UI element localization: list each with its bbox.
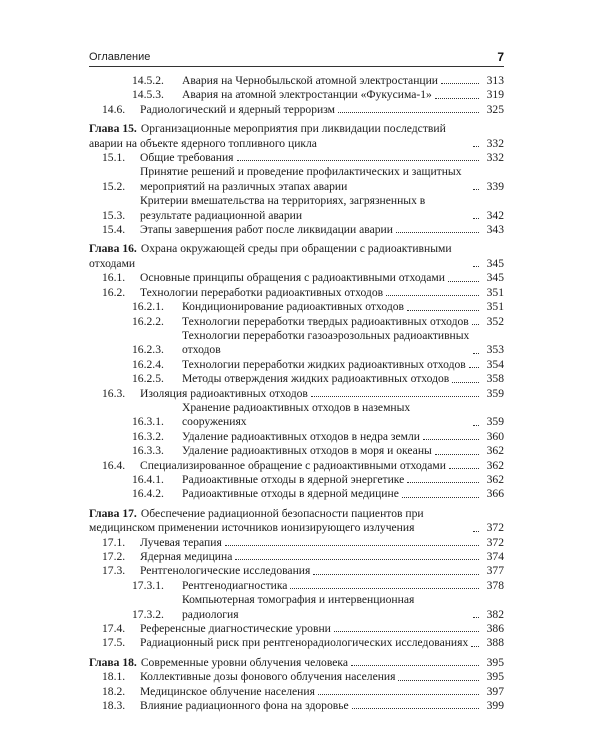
toc-entry[interactable] bbox=[89, 372, 504, 386]
dot-leader bbox=[473, 353, 479, 354]
toc-entry[interactable] bbox=[89, 636, 504, 650]
toc-entry-title: Современные уровни облучения человека bbox=[140, 655, 348, 669]
toc-entry-number: 15.1. bbox=[102, 151, 126, 165]
dot-leader bbox=[407, 482, 479, 483]
toc-entry[interactable] bbox=[89, 473, 504, 487]
dot-leader bbox=[334, 631, 479, 632]
toc-entry-page: 395 bbox=[486, 655, 504, 669]
toc-entry[interactable] bbox=[89, 122, 504, 151]
toc-entry-number: 18.1. bbox=[102, 670, 126, 684]
toc-entry-number: 16.4. bbox=[102, 458, 126, 472]
toc-entry-page: 332 bbox=[486, 151, 504, 165]
toc-entry[interactable] bbox=[89, 593, 504, 622]
toc-entry-page: 372 bbox=[486, 535, 504, 549]
table-of-contents bbox=[89, 74, 504, 713]
toc-entry[interactable] bbox=[89, 430, 504, 444]
toc-entry-title: Технологии переработки газоаэрозольных радиоактивных отходов bbox=[182, 328, 470, 357]
toc-entry-title: Коллективные дозы фонового облучения населения bbox=[140, 670, 396, 684]
toc-entry-title: Ядерная медицина bbox=[140, 550, 233, 563]
toc-entry[interactable] bbox=[89, 300, 504, 314]
toc-entry-title: Радиоактивные отходы в ядерной энергетике bbox=[182, 472, 405, 486]
dot-leader bbox=[225, 545, 479, 546]
toc-entry[interactable] bbox=[89, 242, 504, 271]
toc-entry-number: 16.2.5. bbox=[132, 372, 164, 386]
toc-entry[interactable] bbox=[89, 670, 504, 684]
toc-entry-title: Кондиционирование радиоактивных отходов bbox=[182, 300, 404, 314]
toc-entry-number: 16.3.2. bbox=[132, 429, 164, 443]
dot-leader bbox=[311, 396, 479, 397]
toc-entry[interactable] bbox=[89, 507, 504, 536]
toc-entry[interactable] bbox=[89, 459, 504, 473]
toc-entry[interactable] bbox=[89, 74, 504, 88]
toc-entry-page: 351 bbox=[486, 285, 504, 299]
dot-leader bbox=[435, 454, 479, 455]
dot-leader bbox=[386, 295, 479, 296]
toc-entry[interactable] bbox=[89, 550, 504, 564]
toc-entry-page: 362 bbox=[486, 458, 504, 472]
toc-entry[interactable] bbox=[89, 329, 504, 358]
toc-entry-page: 319 bbox=[486, 88, 504, 102]
toc-entry-number: Глава 18. bbox=[89, 655, 137, 669]
toc-entry[interactable] bbox=[89, 271, 504, 285]
toc-entry-number: 16.2.4. bbox=[132, 357, 164, 371]
toc-entry[interactable] bbox=[89, 223, 504, 237]
dot-leader bbox=[396, 232, 479, 233]
toc-entry-number: 18.2. bbox=[102, 684, 126, 698]
toc-entry-page: 339 bbox=[486, 179, 504, 193]
toc-entry-page: 399 bbox=[486, 699, 504, 713]
toc-entry[interactable] bbox=[89, 699, 504, 713]
toc-entry-title: Рентгенологические исследования bbox=[140, 564, 311, 578]
dot-leader bbox=[471, 646, 479, 647]
dot-leader bbox=[473, 531, 479, 532]
toc-entry-title: Технологии переработки жидких радиоактивных отходов bbox=[182, 357, 466, 371]
dot-leader bbox=[452, 382, 479, 383]
toc-entry-number: Глава 16. bbox=[89, 242, 137, 256]
dot-leader bbox=[473, 189, 479, 190]
toc-entry-title: Принятие решений и проведение профилактических и защитных мероприятий на различных этапах аварии bbox=[140, 165, 462, 193]
toc-entry-number: 17.2. bbox=[102, 550, 126, 563]
toc-entry[interactable] bbox=[89, 387, 504, 401]
toc-entry-page: 353 bbox=[486, 343, 504, 357]
toc-entry-number: 18.3. bbox=[102, 699, 126, 713]
toc-entry-number: 15.2. bbox=[102, 179, 126, 193]
dot-leader bbox=[469, 367, 479, 368]
toc-entry-number: 17.3.2. bbox=[132, 607, 164, 621]
toc-entry-title: Влияние радиационного фона на здоровье bbox=[140, 699, 349, 713]
toc-entry-page: 362 bbox=[486, 444, 504, 458]
toc-entry[interactable] bbox=[89, 622, 504, 636]
dot-leader bbox=[235, 559, 479, 560]
toc-entry[interactable] bbox=[89, 88, 504, 102]
toc-entry-title: Хранение радиоактивных отходов в наземных сооружениях bbox=[182, 400, 411, 429]
dot-leader bbox=[423, 439, 479, 440]
dot-leader bbox=[473, 266, 479, 267]
dot-leader bbox=[237, 160, 479, 161]
toc-entry[interactable] bbox=[89, 194, 504, 223]
toc-entry-page: 360 bbox=[486, 429, 504, 443]
toc-entry-page: 342 bbox=[486, 208, 504, 222]
toc-entry[interactable] bbox=[89, 151, 504, 165]
dot-leader bbox=[318, 694, 479, 695]
dot-leader bbox=[402, 497, 479, 498]
toc-entry-title: Обеспечение радиационной безопасности пациентов при медицинском применении источников ионизирующего излучения bbox=[89, 506, 424, 535]
toc-entry-number: 16.3.3. bbox=[132, 444, 164, 458]
toc-entry-title: Удаление радиоактивных отходов в моря и океаны bbox=[182, 444, 432, 458]
toc-entry-title: Этапы завершения работ после ликвидации аварии bbox=[140, 223, 393, 237]
section-title: Оглавление bbox=[89, 51, 151, 63]
toc-entry-title: Радиационный риск при рентгенорадиологических исследованиях bbox=[140, 636, 469, 650]
toc-entry-title: Организационные мероприятия при ликвидации последствий аварии на объекте ядерного топливного цикла bbox=[89, 122, 446, 150]
dot-leader bbox=[448, 281, 479, 282]
dot-leader bbox=[473, 425, 479, 426]
toc-entry-title: Методы отверждения жидких радиоактивных отходов bbox=[182, 372, 450, 386]
toc-entry-page: 372 bbox=[486, 521, 504, 535]
dot-leader bbox=[407, 310, 479, 311]
toc-entry-page: 374 bbox=[486, 550, 504, 563]
toc-entry-page: 366 bbox=[486, 487, 504, 501]
toc-entry-page: 343 bbox=[486, 223, 504, 237]
toc-entry-title: Медицинское облучение населения bbox=[140, 684, 315, 698]
dot-leader bbox=[441, 83, 479, 84]
toc-entry-title: Удаление радиоактивных отходов в недра земли bbox=[182, 429, 420, 443]
toc-entry-title: Охрана окружающей среды при обращении с радиоактивными отходами bbox=[89, 242, 452, 270]
toc-entry-number: 16.3. bbox=[102, 386, 126, 400]
toc-entry-page: 377 bbox=[486, 564, 504, 578]
dot-leader bbox=[473, 218, 479, 219]
toc-entry-title: Общие требования bbox=[140, 151, 234, 165]
toc-entry-page: 352 bbox=[486, 314, 504, 328]
toc-entry-title: Радиологический и ядерный терроризм bbox=[140, 102, 335, 116]
toc-entry-page: 358 bbox=[486, 372, 504, 386]
toc-entry-page: 332 bbox=[486, 136, 504, 150]
toc-entry[interactable] bbox=[89, 401, 504, 430]
toc-entry[interactable] bbox=[89, 358, 504, 372]
dot-leader bbox=[435, 98, 479, 99]
toc-entry-title: Референсные диагностические уровни bbox=[140, 622, 331, 636]
toc-entry-number: Глава 17. bbox=[89, 506, 137, 520]
running-header bbox=[89, 50, 504, 67]
dot-leader bbox=[338, 112, 479, 113]
toc-entry-number: 15.4. bbox=[102, 223, 126, 237]
toc-entry-number: 15.3. bbox=[102, 208, 126, 222]
dot-leader bbox=[313, 574, 479, 575]
toc-entry-number: 17.3. bbox=[102, 564, 126, 578]
toc-entry-number: 17.3.1. bbox=[132, 578, 164, 592]
dot-leader bbox=[398, 680, 479, 681]
toc-entry-title: Авария на атомной электростанции «Фукусима-1» bbox=[182, 88, 432, 102]
toc-entry[interactable] bbox=[89, 487, 504, 501]
toc-entry-title: Изоляция радиоактивных отходов bbox=[140, 386, 308, 400]
toc-entry[interactable] bbox=[89, 579, 504, 593]
toc-entry[interactable] bbox=[89, 444, 504, 458]
toc-entry-page: 395 bbox=[486, 670, 504, 684]
toc-entry-title: Авария на Чернобыльской атомной электростанции bbox=[182, 74, 439, 87]
toc-entry[interactable] bbox=[89, 165, 504, 194]
toc-entry-number: 16.2.2. bbox=[132, 314, 164, 328]
toc-entry-number: 16.3.1. bbox=[132, 415, 164, 429]
toc-entry-page: 359 bbox=[486, 386, 504, 400]
toc-entry-number: 16.2.1. bbox=[132, 300, 164, 314]
toc-entry-title: Технологии переработки твердых радиоактивных отходов bbox=[182, 314, 469, 328]
toc-entry-page: 325 bbox=[486, 102, 504, 116]
toc-entry-title: Лучевая терапия bbox=[140, 535, 222, 549]
page-number: 7 bbox=[497, 50, 504, 64]
dot-leader bbox=[449, 468, 479, 469]
toc-entry[interactable] bbox=[89, 315, 504, 329]
toc-entry-number: 17.4. bbox=[102, 622, 126, 636]
toc-entry-page: 397 bbox=[486, 684, 504, 698]
toc-entry-number: 16.4.1. bbox=[132, 472, 164, 486]
toc-entry-number: 16.4.2. bbox=[132, 487, 164, 501]
toc-entry-page: 362 bbox=[486, 472, 504, 486]
toc-entry-number: 16.1. bbox=[102, 271, 126, 285]
dot-leader bbox=[290, 588, 479, 589]
toc-entry-page: 345 bbox=[486, 271, 504, 285]
toc-entry-number: 16.2.3. bbox=[132, 343, 164, 357]
toc-entry-number: 14.5.3. bbox=[132, 88, 164, 102]
dot-leader bbox=[473, 146, 479, 147]
toc-entry-title: Радиоактивные отходы в ядерной медицине bbox=[182, 487, 399, 501]
toc-entry-page: 359 bbox=[486, 415, 504, 429]
toc-entry-page: 378 bbox=[486, 578, 504, 592]
toc-entry-number: 17.1. bbox=[102, 535, 126, 549]
dot-leader bbox=[351, 665, 479, 666]
toc-entry-number: 16.2. bbox=[102, 285, 126, 299]
toc-entry-page: 388 bbox=[486, 636, 504, 650]
toc-entry-title: Специализированное обращение с радиоактивными отходами bbox=[140, 458, 446, 472]
toc-entry[interactable] bbox=[89, 286, 504, 300]
toc-entry[interactable] bbox=[89, 564, 504, 578]
dot-leader bbox=[352, 708, 479, 709]
toc-entry-page: 313 bbox=[486, 74, 504, 87]
toc-entry[interactable] bbox=[89, 685, 504, 699]
toc-entry-title: Основные принципы обращения с радиоактивными отходами bbox=[140, 271, 445, 285]
toc-entry-page: 345 bbox=[486, 256, 504, 270]
toc-entry-page: 351 bbox=[486, 300, 504, 314]
toc-entry[interactable] bbox=[89, 536, 504, 550]
toc-entry[interactable] bbox=[89, 656, 504, 670]
toc-entry-title: Рентгенодиагностика bbox=[182, 578, 288, 592]
toc-entry-title: Критерии вмешательства на территориях, загрязненных в результате радиационной аварии bbox=[140, 194, 426, 222]
toc-entry-number: Глава 15. bbox=[89, 122, 137, 136]
toc-entry-page: 386 bbox=[486, 622, 504, 636]
dot-leader bbox=[473, 617, 479, 618]
toc-entry-number: 17.5. bbox=[102, 636, 126, 650]
toc-entry-title: Компьютерная томография и интервенционная радиология bbox=[182, 593, 415, 621]
toc-entry-page: 354 bbox=[486, 357, 504, 371]
toc-entry-number: 14.6. bbox=[102, 102, 126, 116]
toc-entry[interactable] bbox=[89, 103, 504, 117]
toc-entry-title: Технологии переработки радиоактивных отходов bbox=[140, 285, 384, 299]
dot-leader bbox=[472, 324, 479, 325]
toc-entry-page: 382 bbox=[486, 607, 504, 621]
toc-entry-number: 14.5.2. bbox=[132, 74, 164, 87]
